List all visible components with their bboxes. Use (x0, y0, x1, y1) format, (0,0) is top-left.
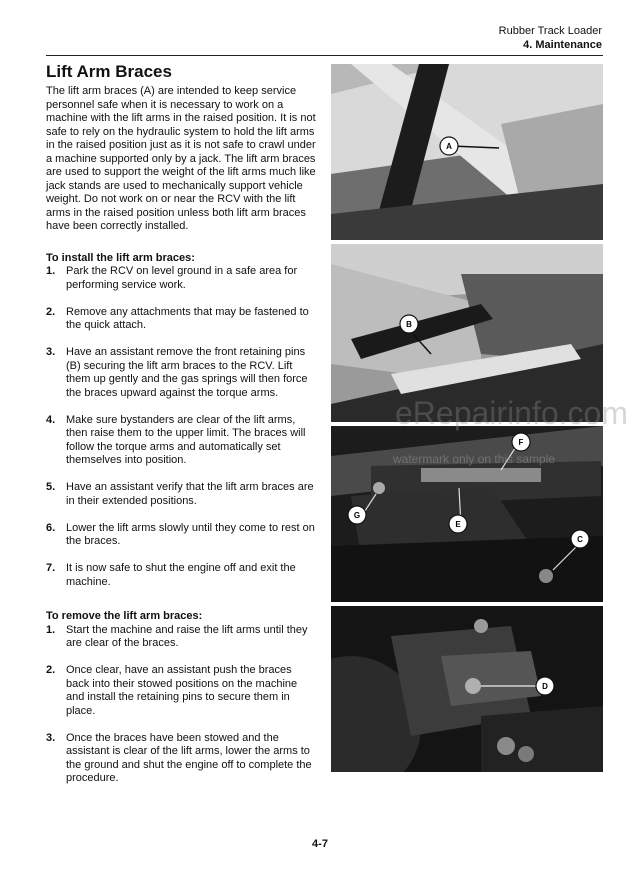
install-heading: To install the lift arm braces: (46, 251, 195, 264)
remove-step-1: 1. Start the machine and raise the lift arms until they are clear of the braces. (46, 623, 308, 649)
remove-step-2: 2. Once clear, have an assistant push the braces back into their stowed positions on the machine and install the retaining pins to secure them in place. (46, 664, 298, 717)
header-chapter: 4. Maintenance (523, 39, 602, 51)
photo-lift-arm-brace (331, 64, 603, 240)
install-steps (46, 265, 316, 589)
install-step-2: 2. Remove any attachments that may be fastened to the quick attach. (46, 305, 309, 331)
callout-b-label: B (406, 320, 412, 329)
callout-f-label: F (518, 438, 524, 447)
callout-e-label: E (455, 520, 461, 529)
install-step-1: 1. Park the RCV on level ground in a safe area for performing service work. (46, 265, 298, 291)
remove-step-3: 3. Once the braces have been stowed and the assistant is clear of the lift arms, lower the arms to the ground and shut the engine off to complete the procedure. (46, 731, 312, 784)
page-number: 4-7 (312, 838, 328, 850)
section-intro: The lift arm braces (A) are intended to keep service personnel safe when it is necessary to work on a machine with the lift arms in the raised position. It is not safe to rely on the hydraulic system to hold the lift arms in the raised position just as it is not safe to crawl under a machine supported only by a jack. The lift arm braces are used to support the weight of the lift arms much like jack stands are used to mechanically support vehicle weight. Do not work on or near the RCV with the lift arms in the raised position unless both lift arm braces have been correctly installed. (46, 85, 316, 232)
install-step-4: 4. Make sure bystanders are clear of the lift arms, then raise them to the upper limit. The braces will follow the torque arms and automatically set themselves into position. (46, 413, 306, 466)
install-step-5: 5. Have an assistant verify that the lift arm braces are in their extended positions. (46, 481, 314, 507)
section-title: Lift Arm Braces (46, 62, 172, 81)
header-rule (46, 55, 603, 56)
install-step-6: 6. Lower the lift arms slowly until they come to rest on the braces. (46, 521, 315, 547)
remove-heading: To remove the lift arm braces: (46, 610, 203, 622)
photo-brace-bracket (331, 606, 603, 772)
callout-a-label: A (446, 142, 452, 151)
header-product: Rubber Track Loader (498, 25, 602, 37)
callout-g-label: G (353, 511, 361, 520)
watermark-note: watermark only on this sample (393, 452, 556, 466)
text-column (46, 62, 316, 786)
watermark-brand: eRepairinfo.com (395, 395, 628, 431)
remove-steps (46, 624, 316, 786)
install-step-7: 7. It is now safe to shut the engine off and exit the machine. (46, 562, 296, 588)
callout-d-label: D (542, 682, 548, 691)
page-header (499, 24, 602, 52)
callout-c-label: C (577, 535, 583, 544)
install-step-3: 3. Have an assistant remove the front retaining pins (B) securing the lift arm braces to the RCV. Lift them up gently and the gas springs will then force the braces upward against the torque arms. (46, 346, 308, 399)
